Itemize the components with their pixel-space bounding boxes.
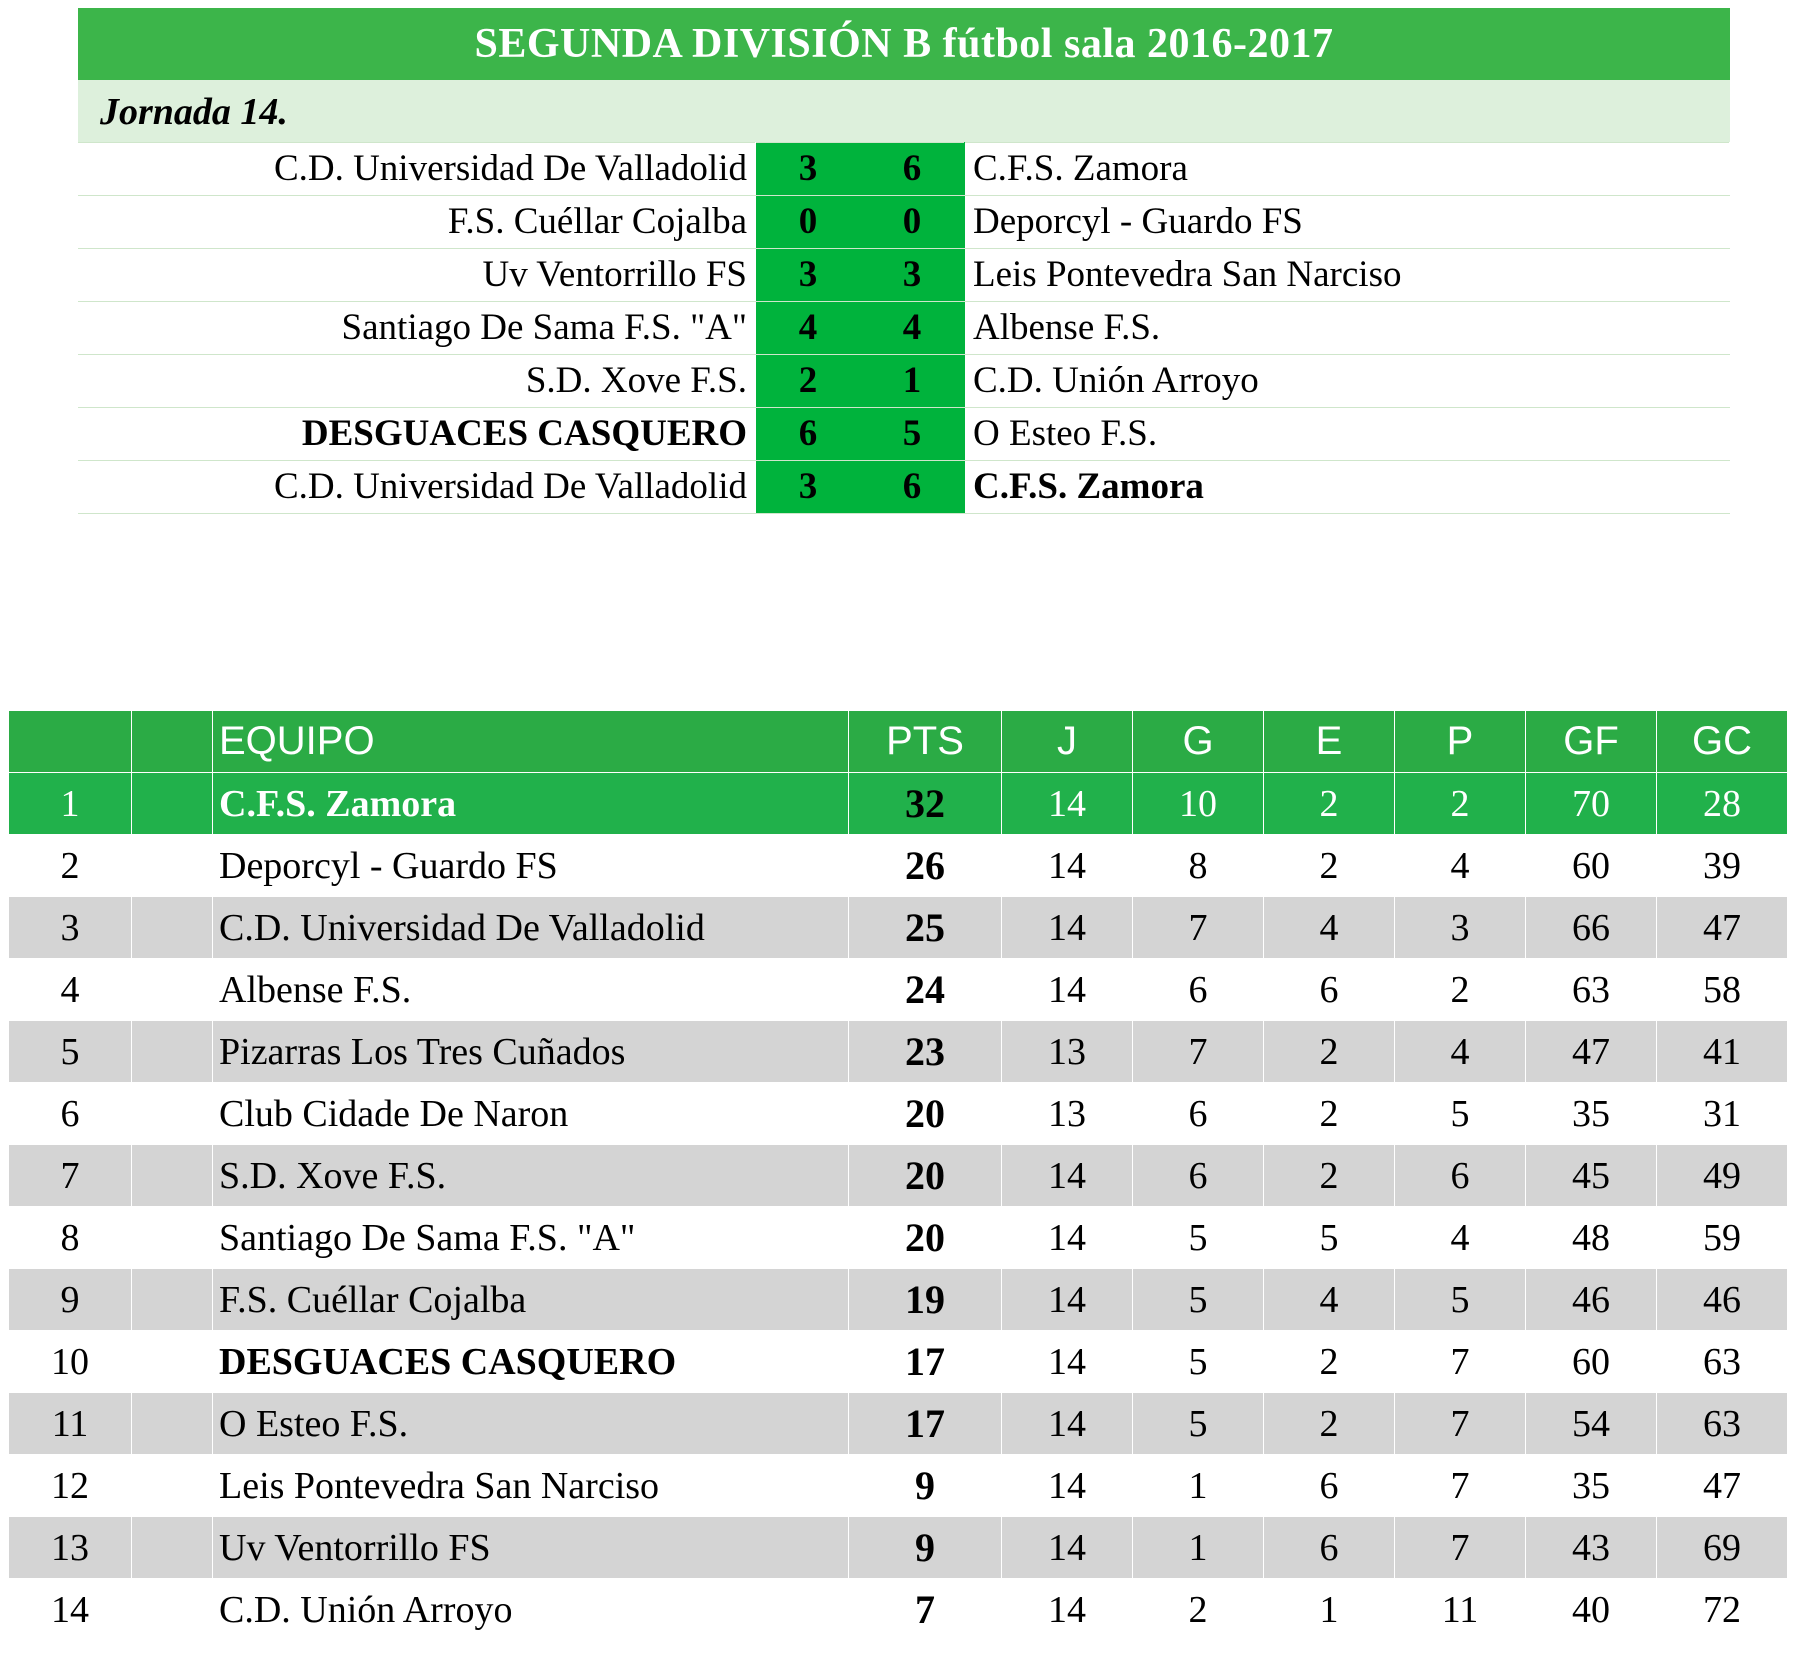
row-goals-for: 60	[1526, 1331, 1657, 1393]
result-row	[79, 249, 1730, 302]
result-away-team: Leis Pontevedra San Narciso	[965, 249, 1730, 302]
column-header-p: P	[1395, 711, 1526, 773]
row-drawn: 6	[1264, 959, 1395, 1021]
row-lost: 2	[1395, 773, 1526, 835]
row-lost: 11	[1395, 1579, 1526, 1641]
result-row	[79, 355, 1730, 408]
row-team-name: C.D. Universidad De Valladolid	[213, 897, 849, 959]
row-lost: 7	[1395, 1393, 1526, 1455]
row-team-name: Deporcyl - Guardo FS	[213, 835, 849, 897]
row-lost: 4	[1395, 835, 1526, 897]
row-played: 13	[1002, 1021, 1133, 1083]
result-row	[79, 408, 1730, 461]
row-badge-cell	[132, 1393, 213, 1455]
row-goals-for: 43	[1526, 1517, 1657, 1579]
result-home-goals: 2	[756, 355, 861, 408]
row-points: 32	[849, 773, 1002, 835]
result-away-team: C.F.S. Zamora	[965, 143, 1730, 196]
row-team-name: Uv Ventorrillo FS	[213, 1517, 849, 1579]
row-position: 2	[9, 835, 132, 897]
standings-table	[8, 710, 1788, 1641]
row-position: 9	[9, 1269, 132, 1331]
result-away-goals: 6	[860, 461, 965, 514]
row-team-name: Pizarras Los Tres Cuñados	[213, 1021, 849, 1083]
row-position: 3	[9, 897, 132, 959]
row-drawn: 2	[1264, 835, 1395, 897]
row-points: 24	[849, 959, 1002, 1021]
result-home-goals: 3	[756, 461, 861, 514]
row-team-name: C.D. Unión Arroyo	[213, 1579, 849, 1641]
result-away-team: O Esteo F.S.	[965, 408, 1730, 461]
row-lost: 6	[1395, 1145, 1526, 1207]
row-played: 14	[1002, 1207, 1133, 1269]
row-position: 8	[9, 1207, 132, 1269]
row-won: 5	[1133, 1207, 1264, 1269]
result-home-team: F.S. Cuéllar Cojalba	[79, 196, 756, 249]
row-drawn: 6	[1264, 1517, 1395, 1579]
column-header-gc: GC	[1657, 711, 1788, 773]
row-position: 10	[9, 1331, 132, 1393]
result-row	[79, 196, 1730, 249]
row-badge-cell	[132, 959, 213, 1021]
table-row	[9, 1579, 1788, 1641]
result-away-goals: 5	[860, 408, 965, 461]
row-drawn: 4	[1264, 1269, 1395, 1331]
row-played: 14	[1002, 1455, 1133, 1517]
row-goals-against: 63	[1657, 1393, 1788, 1455]
column-header-e: E	[1264, 711, 1395, 773]
result-home-goals: 3	[756, 249, 861, 302]
row-drawn: 2	[1264, 1021, 1395, 1083]
table-row	[9, 897, 1788, 959]
result-away-team: C.D. Unión Arroyo	[965, 355, 1730, 408]
row-team-name: DESGUACES CASQUERO	[213, 1331, 849, 1393]
row-won: 1	[1133, 1455, 1264, 1517]
row-badge-cell	[132, 1269, 213, 1331]
table-row	[9, 1331, 1788, 1393]
row-position: 6	[9, 1083, 132, 1145]
row-position: 5	[9, 1021, 132, 1083]
table-row	[9, 1145, 1788, 1207]
row-played: 14	[1002, 897, 1133, 959]
row-team-name: Club Cidade De Naron	[213, 1083, 849, 1145]
row-goals-against: 31	[1657, 1083, 1788, 1145]
row-won: 8	[1133, 835, 1264, 897]
row-badge-cell	[132, 1083, 213, 1145]
row-played: 14	[1002, 1517, 1133, 1579]
table-row	[9, 1517, 1788, 1579]
row-lost: 4	[1395, 1021, 1526, 1083]
table-row	[9, 1207, 1788, 1269]
row-points: 9	[849, 1517, 1002, 1579]
result-away-goals: 0	[860, 196, 965, 249]
row-lost: 2	[1395, 959, 1526, 1021]
row-points: 17	[849, 1393, 1002, 1455]
row-badge-cell	[132, 1517, 213, 1579]
table-row	[9, 773, 1788, 835]
row-goals-against: 28	[1657, 773, 1788, 835]
row-points: 20	[849, 1083, 1002, 1145]
results-table	[78, 142, 1730, 514]
row-lost: 7	[1395, 1455, 1526, 1517]
row-drawn: 1	[1264, 1579, 1395, 1641]
page-title: SEGUNDA DIVISIÓN B fútbol sala 2016-2017	[78, 8, 1730, 80]
column-header-j: J	[1002, 711, 1133, 773]
table-row	[9, 1393, 1788, 1455]
result-home-goals: 0	[756, 196, 861, 249]
row-goals-against: 49	[1657, 1145, 1788, 1207]
table-row	[9, 835, 1788, 897]
row-goals-against: 47	[1657, 1455, 1788, 1517]
result-away-team: Deporcyl - Guardo FS	[965, 196, 1730, 249]
row-won: 6	[1133, 1145, 1264, 1207]
row-points: 23	[849, 1021, 1002, 1083]
row-goals-for: 40	[1526, 1579, 1657, 1641]
result-home-goals: 3	[756, 143, 861, 196]
row-points: 20	[849, 1145, 1002, 1207]
row-points: 25	[849, 897, 1002, 959]
row-won: 6	[1133, 959, 1264, 1021]
row-goals-for: 47	[1526, 1021, 1657, 1083]
table-row	[9, 1021, 1788, 1083]
row-drawn: 2	[1264, 1083, 1395, 1145]
table-row	[9, 1269, 1788, 1331]
row-won: 6	[1133, 1083, 1264, 1145]
result-away-goals: 4	[860, 302, 965, 355]
result-away-team: C.F.S. Zamora	[965, 461, 1730, 514]
row-goals-for: 46	[1526, 1269, 1657, 1331]
row-goals-for: 54	[1526, 1393, 1657, 1455]
row-goals-for: 70	[1526, 773, 1657, 835]
row-won: 5	[1133, 1331, 1264, 1393]
row-lost: 5	[1395, 1269, 1526, 1331]
column-header-team: EQUIPO	[213, 711, 849, 773]
row-lost: 7	[1395, 1517, 1526, 1579]
row-played: 14	[1002, 1393, 1133, 1455]
row-points: 19	[849, 1269, 1002, 1331]
row-points: 9	[849, 1455, 1002, 1517]
row-goals-against: 72	[1657, 1579, 1788, 1641]
row-lost: 5	[1395, 1083, 1526, 1145]
row-goals-against: 69	[1657, 1517, 1788, 1579]
row-goals-for: 35	[1526, 1455, 1657, 1517]
table-row	[9, 1083, 1788, 1145]
row-team-name: Leis Pontevedra San Narciso	[213, 1455, 849, 1517]
column-header-gf: GF	[1526, 711, 1657, 773]
result-row	[79, 461, 1730, 514]
result-home-goals: 6	[756, 408, 861, 461]
result-home-team: S.D. Xove F.S.	[79, 355, 756, 408]
row-goals-for: 60	[1526, 835, 1657, 897]
row-goals-for: 66	[1526, 897, 1657, 959]
row-position: 4	[9, 959, 132, 1021]
row-goals-for: 48	[1526, 1207, 1657, 1269]
row-played: 14	[1002, 959, 1133, 1021]
row-goals-against: 46	[1657, 1269, 1788, 1331]
result-away-goals: 1	[860, 355, 965, 408]
row-goals-against: 59	[1657, 1207, 1788, 1269]
row-played: 14	[1002, 835, 1133, 897]
row-team-name: C.F.S. Zamora	[213, 773, 849, 835]
row-badge-cell	[132, 1331, 213, 1393]
result-away-goals: 3	[860, 249, 965, 302]
row-goals-against: 41	[1657, 1021, 1788, 1083]
row-goals-against: 58	[1657, 959, 1788, 1021]
row-played: 14	[1002, 1579, 1133, 1641]
row-position: 7	[9, 1145, 132, 1207]
row-won: 7	[1133, 897, 1264, 959]
row-won: 5	[1133, 1269, 1264, 1331]
row-won: 2	[1133, 1579, 1264, 1641]
column-header-position	[9, 711, 132, 773]
row-goals-against: 47	[1657, 897, 1788, 959]
jornada-bar	[78, 80, 1730, 142]
jornada-label: Jornada 14.	[100, 91, 288, 133]
result-home-team: C.D. Universidad De Valladolid	[79, 461, 756, 514]
result-home-goals: 4	[756, 302, 861, 355]
row-goals-for: 45	[1526, 1145, 1657, 1207]
row-badge-cell	[132, 1145, 213, 1207]
standings-header-row	[9, 711, 1788, 773]
result-home-team: Uv Ventorrillo FS	[79, 249, 756, 302]
row-badge-cell	[132, 773, 213, 835]
result-away-team: Albense F.S.	[965, 302, 1730, 355]
row-won: 5	[1133, 1393, 1264, 1455]
table-row	[9, 959, 1788, 1021]
result-home-team: Santiago De Sama F.S. "A"	[79, 302, 756, 355]
row-played: 14	[1002, 1145, 1133, 1207]
row-drawn: 2	[1264, 1331, 1395, 1393]
row-position: 13	[9, 1517, 132, 1579]
result-home-team: DESGUACES CASQUERO	[79, 408, 756, 461]
row-drawn: 6	[1264, 1455, 1395, 1517]
row-drawn: 2	[1264, 773, 1395, 835]
row-badge-cell	[132, 835, 213, 897]
row-position: 14	[9, 1579, 132, 1641]
standings-block	[8, 710, 1788, 1641]
table-row	[9, 1455, 1788, 1517]
row-points: 7	[849, 1579, 1002, 1641]
result-home-team: C.D. Universidad De Valladolid	[79, 143, 756, 196]
row-team-name: F.S. Cuéllar Cojalba	[213, 1269, 849, 1331]
column-header-blank	[132, 711, 213, 773]
row-won: 1	[1133, 1517, 1264, 1579]
row-badge-cell	[132, 1021, 213, 1083]
result-row	[79, 302, 1730, 355]
row-won: 7	[1133, 1021, 1264, 1083]
column-header-pts: PTS	[849, 711, 1002, 773]
row-lost: 4	[1395, 1207, 1526, 1269]
row-drawn: 2	[1264, 1393, 1395, 1455]
row-lost: 7	[1395, 1331, 1526, 1393]
row-goals-against: 63	[1657, 1331, 1788, 1393]
row-goals-against: 39	[1657, 835, 1788, 897]
row-points: 17	[849, 1331, 1002, 1393]
row-team-name: O Esteo F.S.	[213, 1393, 849, 1455]
row-badge-cell	[132, 1207, 213, 1269]
row-position: 12	[9, 1455, 132, 1517]
row-lost: 3	[1395, 897, 1526, 959]
standings-header	[9, 711, 1788, 773]
result-away-goals: 6	[860, 143, 965, 196]
row-drawn: 2	[1264, 1145, 1395, 1207]
row-played: 14	[1002, 1331, 1133, 1393]
row-badge-cell	[132, 897, 213, 959]
row-played: 13	[1002, 1083, 1133, 1145]
row-points: 26	[849, 835, 1002, 897]
row-team-name: Santiago De Sama F.S. "A"	[213, 1207, 849, 1269]
row-team-name: S.D. Xove F.S.	[213, 1145, 849, 1207]
row-played: 14	[1002, 773, 1133, 835]
row-badge-cell	[132, 1455, 213, 1517]
row-badge-cell	[132, 1579, 213, 1641]
row-goals-for: 63	[1526, 959, 1657, 1021]
row-drawn: 5	[1264, 1207, 1395, 1269]
row-position: 11	[9, 1393, 132, 1455]
row-position: 1	[9, 773, 132, 835]
result-row	[79, 143, 1730, 196]
row-drawn: 4	[1264, 897, 1395, 959]
row-points: 20	[849, 1207, 1002, 1269]
column-header-g: G	[1133, 711, 1264, 773]
row-goals-for: 35	[1526, 1083, 1657, 1145]
row-won: 10	[1133, 773, 1264, 835]
row-team-name: Albense F.S.	[213, 959, 849, 1021]
row-played: 14	[1002, 1269, 1133, 1331]
results-block	[78, 8, 1730, 514]
